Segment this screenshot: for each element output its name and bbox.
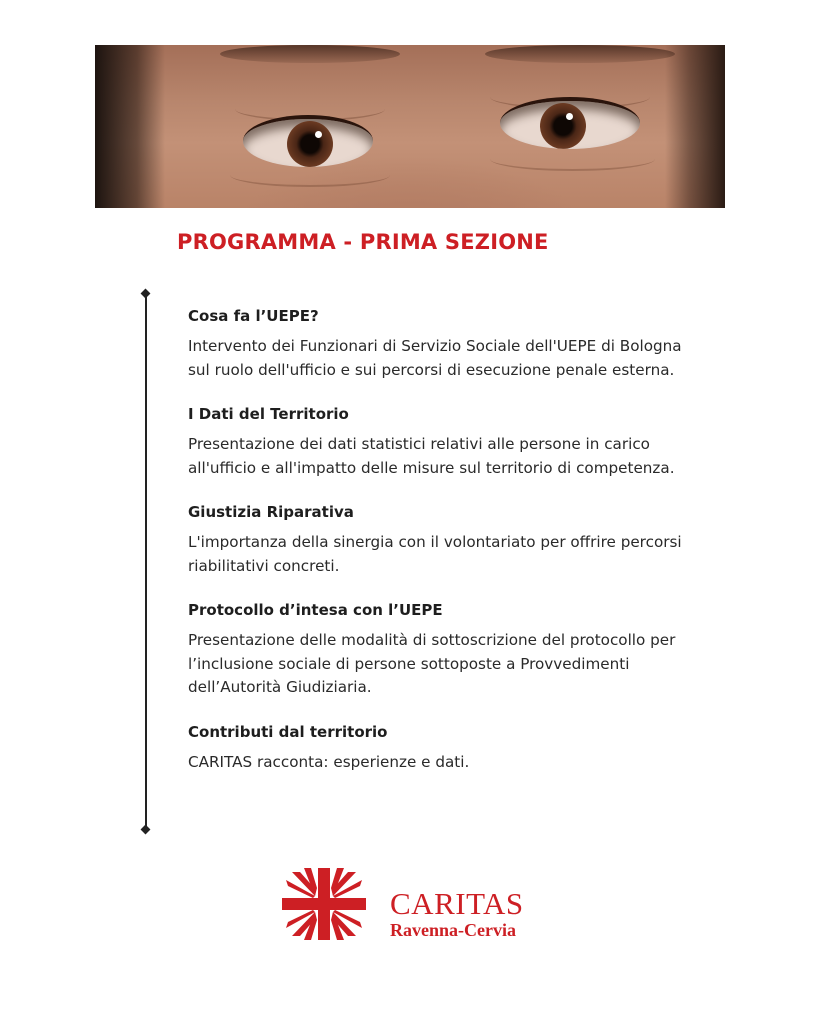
program-item-heading: I Dati del Territorio — [188, 405, 349, 423]
right-under-eye — [490, 147, 655, 171]
hero-eyes-photo — [95, 45, 725, 208]
program-item-text: Presentazione dei dati statistici relativi alle persone in carico all'ufficio e all'impatto delle misure sul territorio di competenza. — [188, 435, 675, 477]
right-iris — [540, 103, 586, 149]
program-item — [188, 305, 688, 382]
hero-shadow-left — [95, 45, 165, 208]
logo-subtitle: Ravenna-Cervia — [390, 920, 516, 940]
program-item — [188, 403, 688, 480]
caritas-logo — [282, 868, 542, 942]
left-eyebrow — [220, 45, 400, 63]
program-item — [188, 501, 688, 578]
section-title: PROGRAMMA - PRIMA SEZIONE — [177, 230, 549, 254]
right-eyebrow — [485, 45, 675, 63]
right-eye-glint — [566, 113, 573, 120]
timeline-line — [145, 294, 147, 830]
left-eye-glint — [315, 131, 322, 138]
program-item-text: CARITAS racconta: esperienze e dati. — [188, 752, 470, 771]
program-item-text: Intervento dei Funzionari di Servizio Sociale dell'UEPE di Bologna sul ruolo dell'ufficio e sui percorsi di esecuzione penale esterna. — [188, 337, 682, 379]
left-iris — [287, 121, 333, 167]
timeline-end-marker — [141, 825, 151, 835]
program-item-heading: Cosa fa l’UEPE? — [188, 307, 319, 325]
logo-name: CARITAS — [390, 886, 524, 921]
program-item-text: L'importanza della sinergia con il volontariato per offrire percorsi riabilitativi concreti. — [188, 533, 682, 575]
program-item — [188, 721, 688, 775]
program-item-text: Presentazione delle modalità di sottoscrizione del protocollo per l’inclusione sociale di persone sottoposte a Provvedimenti dell’Autorità Giudiziaria. — [188, 631, 676, 696]
left-eye — [243, 115, 373, 167]
left-under-eye — [230, 163, 390, 187]
program-item-heading: Contributi dal territorio — [188, 722, 388, 741]
program-item-heading: Protocollo d’intesa con l’UEPE — [188, 601, 443, 619]
program-item — [188, 599, 688, 700]
caritas-cross-icon — [282, 868, 366, 940]
right-eye — [500, 97, 640, 149]
hero-shadow-right — [665, 45, 725, 208]
timeline-start-marker — [141, 289, 151, 299]
program-list — [188, 305, 688, 795]
program-item-heading: Giustizia Riparativa — [188, 503, 354, 521]
